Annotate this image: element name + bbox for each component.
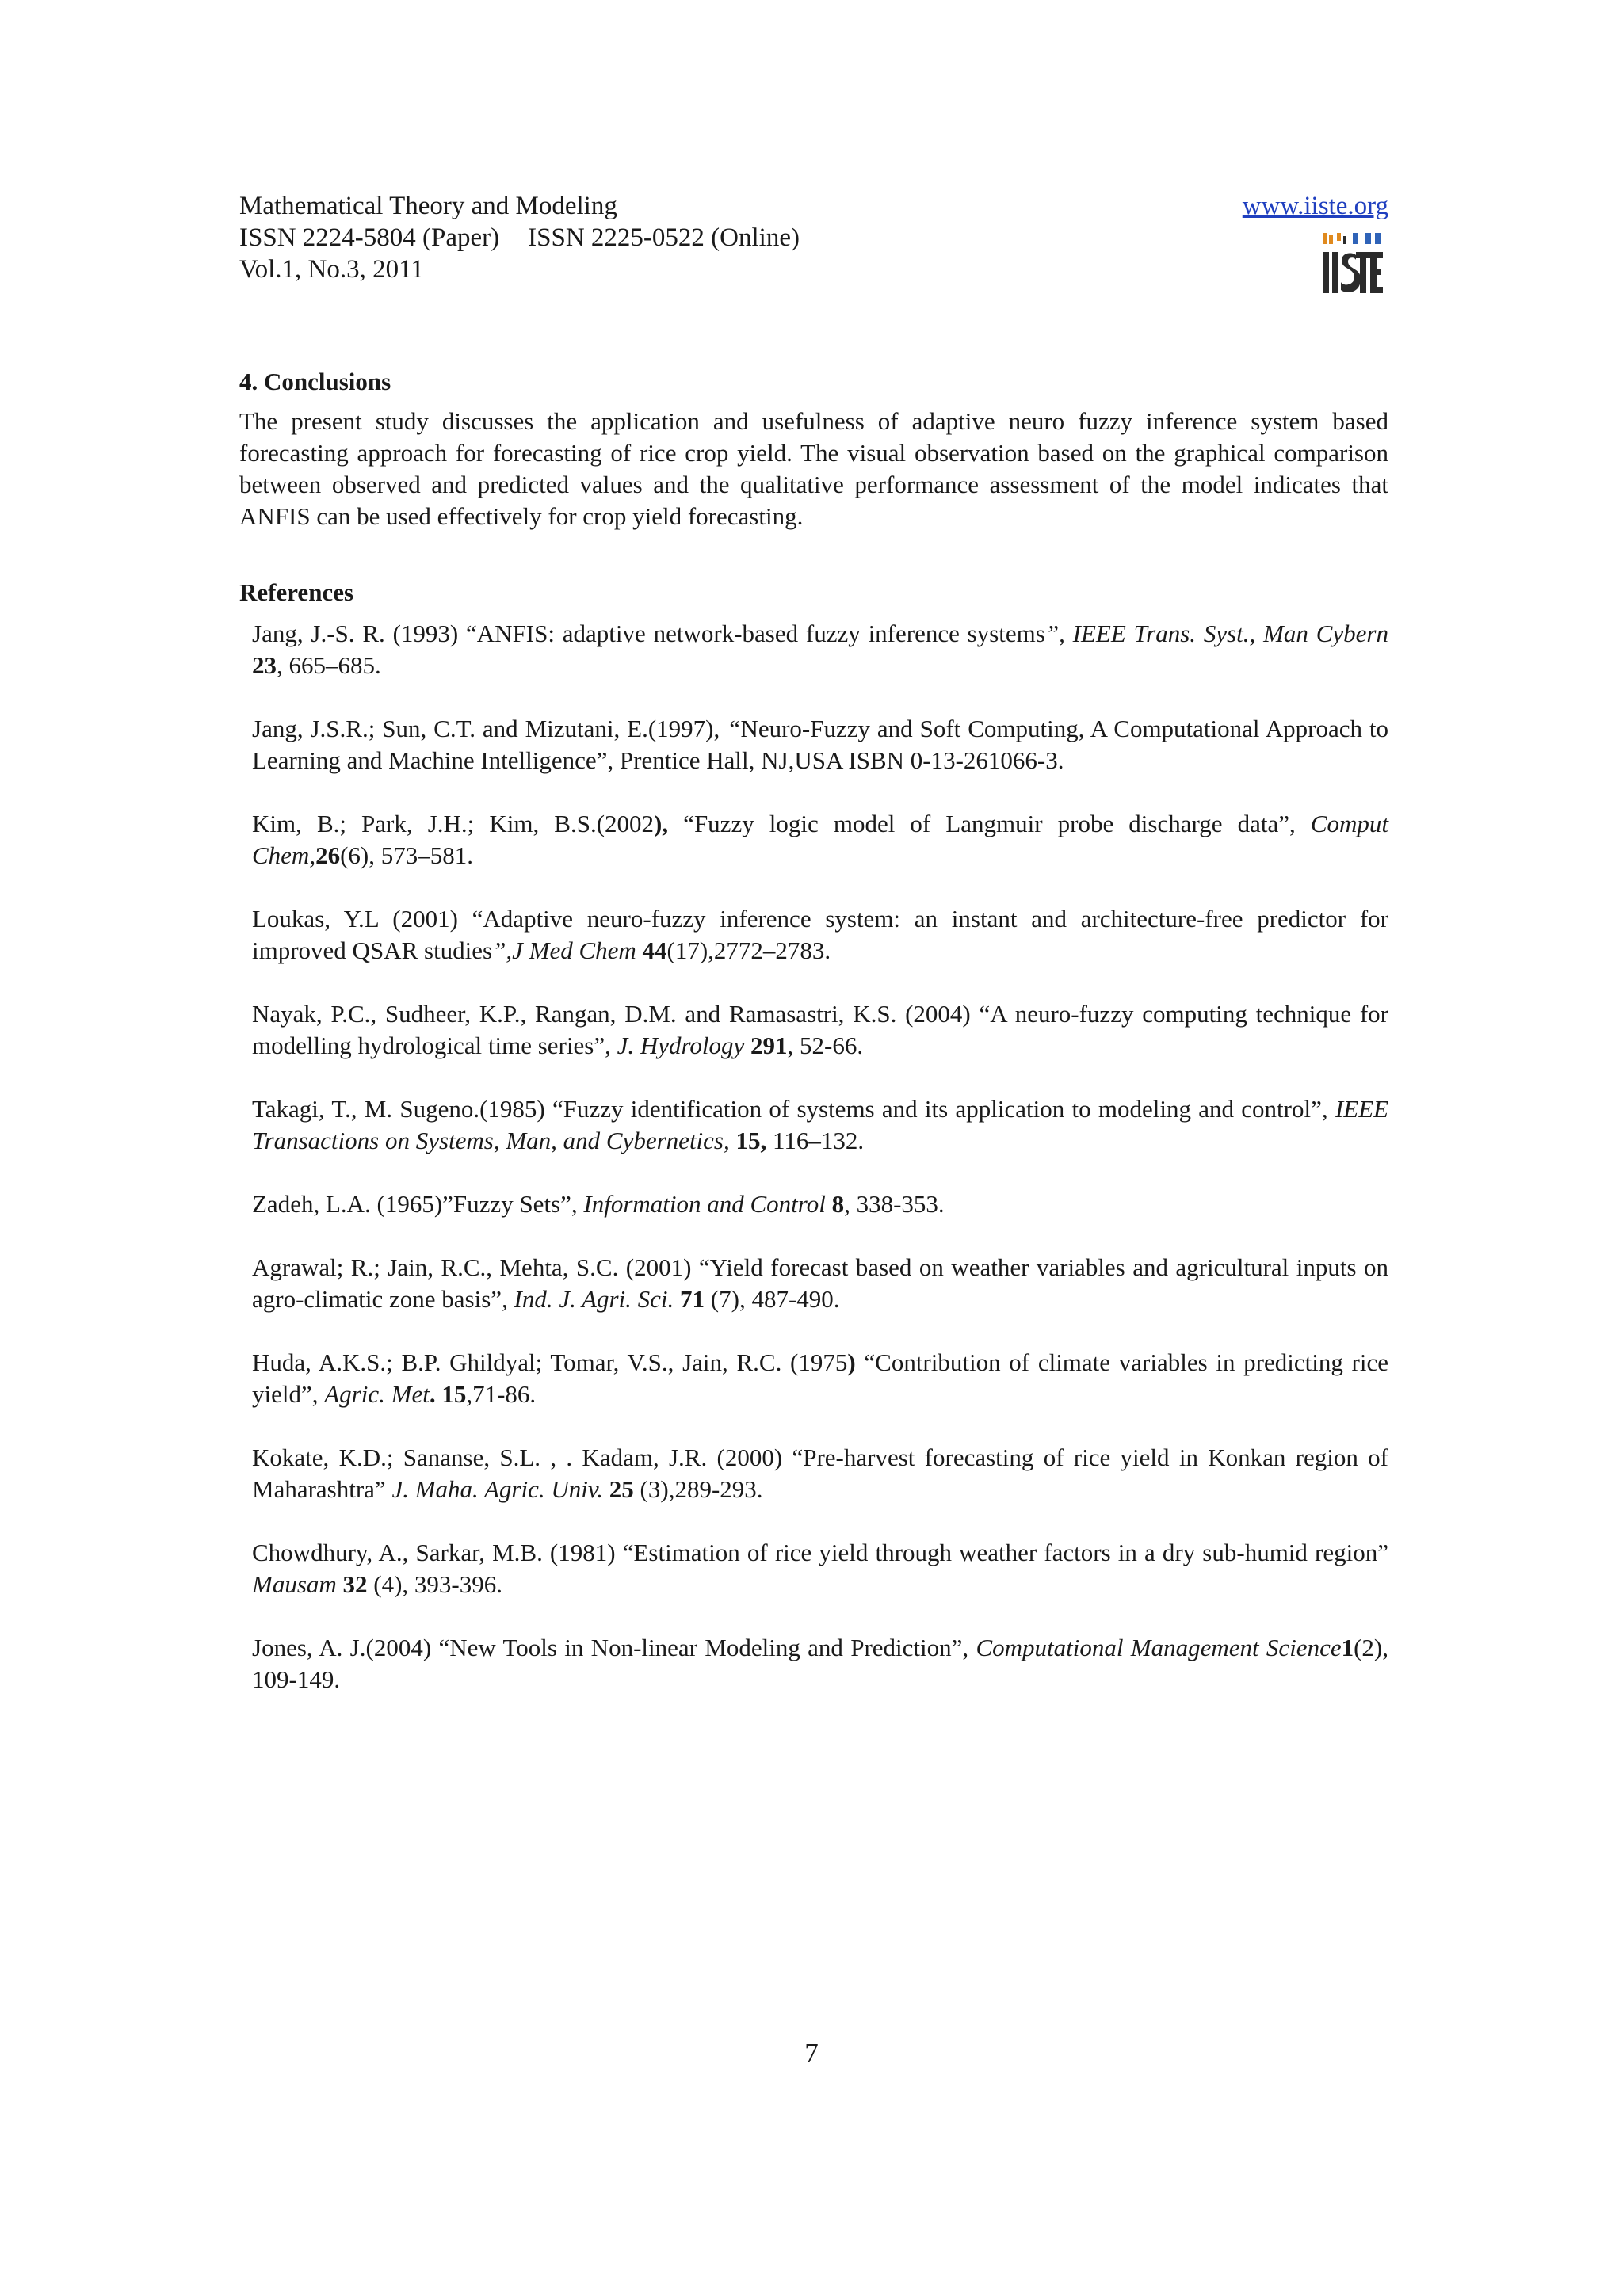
reference-item: Agrawal; R.; Jain, R.C., Mehta, S.C. (2001) “Yield forecast based on weather variables and agricultural inputs on agro-climatic zone basis”, Ind. J. Agri. Sci. 71 (7), 487-490.: [252, 1253, 1388, 1313]
references-heading: References: [239, 578, 354, 606]
logo-bar-7: [1375, 233, 1381, 244]
article-body: [239, 366, 1388, 1727]
reference-list: [239, 618, 1388, 1695]
logo-letter-i2: [1332, 252, 1338, 293]
website-link[interactable]: www.iiste.org: [1242, 192, 1388, 220]
reference-item: Jang, J.S.R.; Sun, C.T. and Mizutani, E.(1997), “Neuro-Fuzzy and Soft Computing, A Computational Approach to Learning and Machine Intelligence”, Prentice Hall, NJ,USA ISBN 0-13-261066-3.: [252, 715, 1388, 774]
logo-letter-i1: [1323, 252, 1329, 293]
reference-item: Takagi, T., M. Sugeno.(1985) “Fuzzy identification of systems and its application to modeling and control”, IEEE Transactions on Systems, Man, and Cybernetics, 15, 116–132.: [252, 1095, 1388, 1154]
logo-letter-s: [1341, 254, 1361, 292]
reference-item: Jang, J.-S. R. (1993) “ANFIS: adaptive network-based fuzzy inference systems”, IEEE Trans. Syst., Man Cybern 23, 665–685.: [252, 620, 1388, 679]
page-number: 7: [804, 2038, 819, 2069]
logo-letter-e-bottom: [1370, 287, 1383, 293]
reference-item: Jones, A. J.(2004) “New Tools in Non-linear Modeling and Prediction”, Computational Management Science1(2), 109-149.: [252, 1634, 1388, 1693]
logo-bar-6: [1365, 233, 1371, 244]
reference-item: Huda, A.K.S.; B.P. Ghildyal; Tomar, V.S., Jain, R.C. (1975) “Contribution of climate variables in predicting rice yield”, Agric. Met. 15,71-86.: [252, 1348, 1388, 1408]
logo-bar-1: [1323, 233, 1327, 244]
logo-letter-t-stem: [1360, 252, 1366, 293]
conclusions-heading: 4. Conclusions: [239, 368, 391, 395]
logo-letter-e-mid: [1370, 269, 1381, 275]
journal-title: Mathematical Theory and Modeling: [239, 192, 617, 220]
issn-online: ISSN 2225-0522 (Online): [528, 223, 800, 252]
reference-item: Kokate, K.D.; Sananse, S.L. , . Kadam, J.R. (2000) “Pre-harvest forecasting of rice yield in Konkan region of Maharashtra” J. Maha. Agric. Univ. 25 (3),289-293.: [252, 1444, 1388, 1503]
reference-item: Loukas, Y.L (2001) “Adaptive neuro-fuzzy inference system: an instant and architecture-free predictor for improved QSAR studies”,J Med Chem 44(17),2772–2783.: [252, 905, 1388, 964]
logo-bar-5: [1353, 233, 1358, 244]
reference-item: Nayak, P.C., Sudheer, K.P., Rangan, D.M. and Ramasastri, K.S. (2004) “A neuro-fuzzy computing technique for modelling hydrological time series”, J. Hydrology 291, 52-66.: [252, 1000, 1388, 1059]
reference-item: Zadeh, L.A. (1965)”Fuzzy Sets”, Information and Control 8, 338-353.: [252, 1190, 945, 1218]
logo-bar-2: [1329, 235, 1333, 244]
reference-item: Chowdhury, A., Sarkar, M.B. (1981) “Estimation of rice yield through weather factors in a dry sub-humid region” Mausam 32 (4), 393-396.: [252, 1539, 1388, 1598]
logo-bar-3: [1337, 233, 1341, 241]
reference-item: Kim, B.; Park, J.H.; Kim, B.S.(2002), “Fuzzy logic model of Langmuir probe discharge data”, Comput Chem,26(6), 573–581.: [252, 810, 1388, 869]
conclusions-paragraph: The present study discusses the application and usefulness of adaptive neuro fuzzy inference system based forecasting approach for forecasting of rice crop yield. The visual observation based on the graphical comparison between observed and predicted values and the qualitative performance assessment of the model indicates that ANFIS can be used effectively for crop yield forecasting.: [239, 407, 1388, 530]
logo-letter-e-top: [1370, 252, 1383, 258]
issn-paper: ISSN 2224-5804 (Paper): [239, 223, 500, 252]
journal-header: [239, 190, 1388, 285]
issn-line: [239, 222, 1388, 254]
volume-info: Vol.1, No.3, 2011: [239, 255, 424, 284]
iiste-logo: [1321, 231, 1384, 296]
logo-bar-4: [1343, 236, 1346, 244]
